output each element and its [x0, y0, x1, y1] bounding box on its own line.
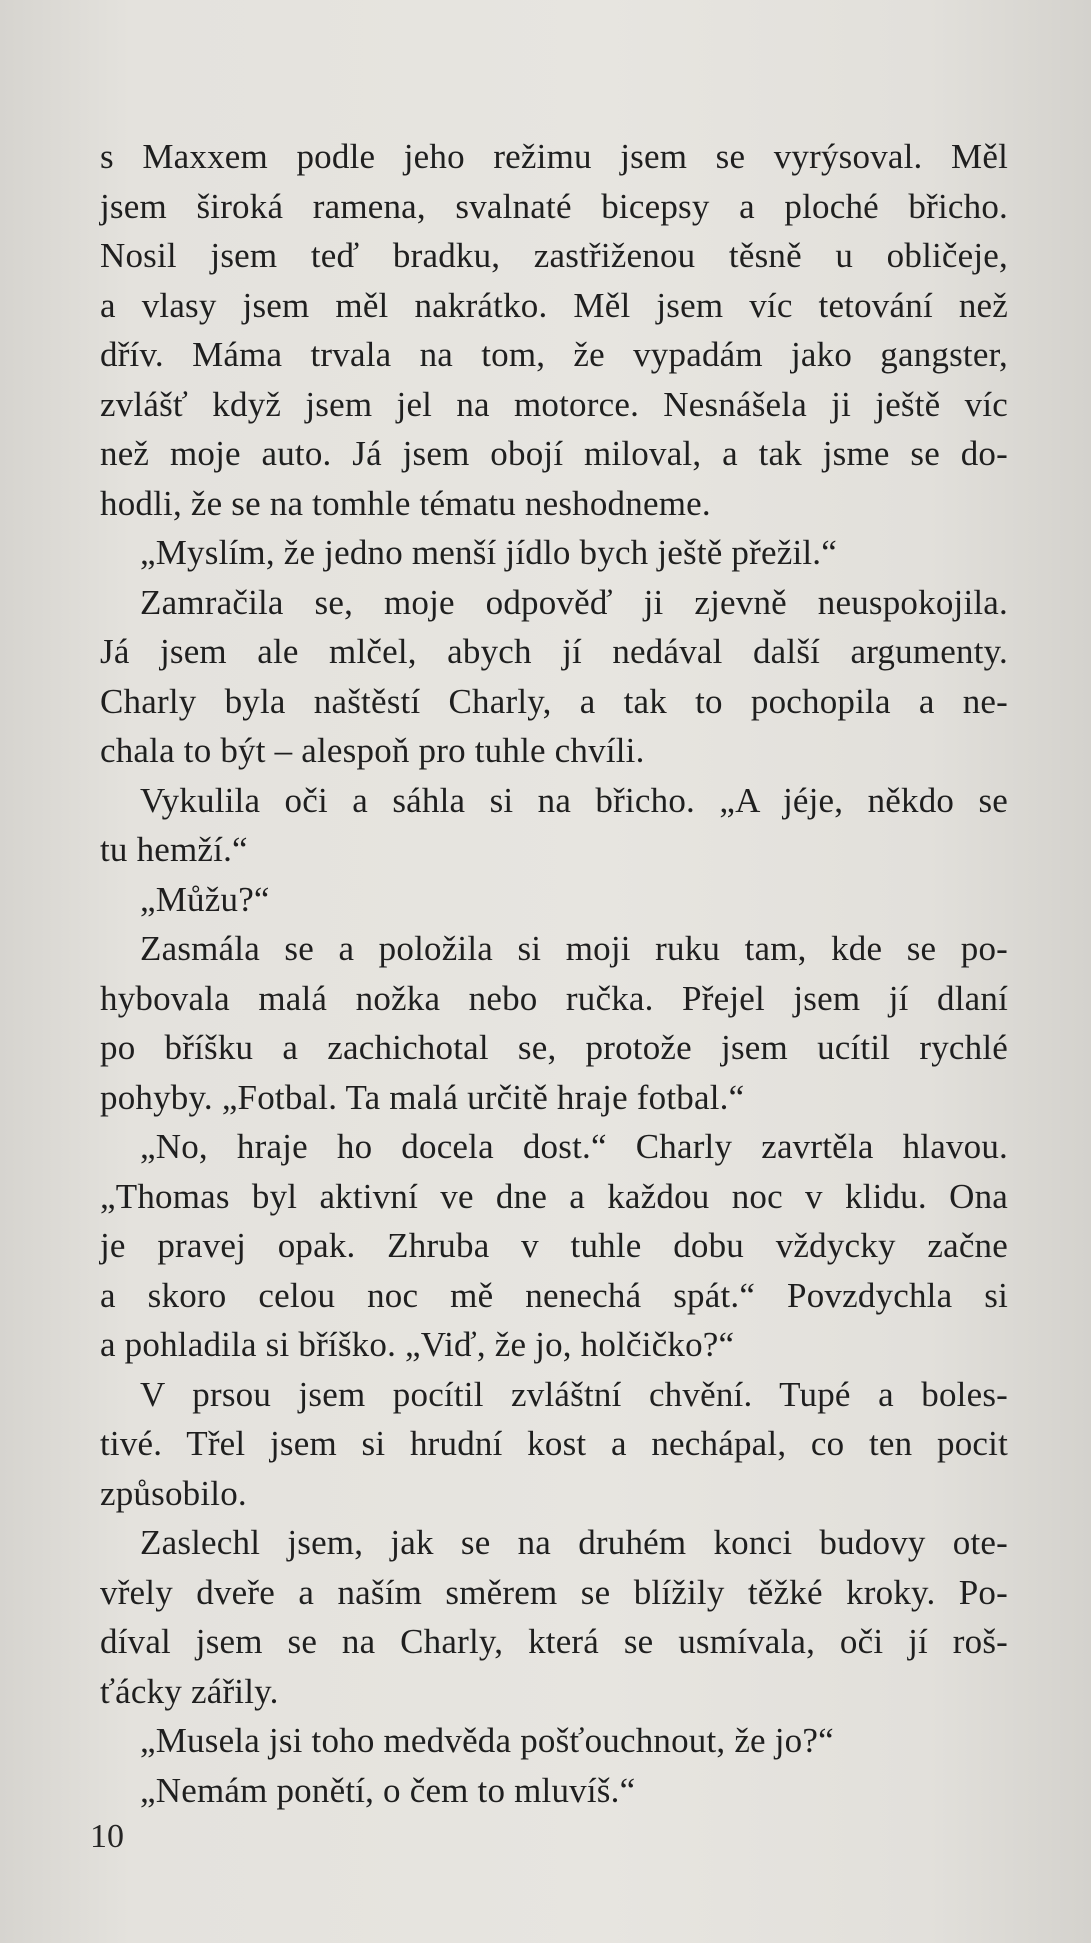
text-line: ťácky zářily.	[100, 1671, 279, 1711]
text-line: jsem široká ramena, svalnaté bicepsy a ploché břicho.	[100, 186, 1008, 226]
text-line: „Nemám ponětí, o čem to mluvíš.“	[140, 1770, 636, 1810]
text-line: Zaslechl jsem, jak se na druhém konci budovy ote-	[140, 1523, 1008, 1562]
text-line: pohyby. „Fotbal. Ta malá určitě hraje fotbal.“	[100, 1077, 745, 1117]
body-text	[100, 132, 1008, 1815]
text-line: Charly byla naštěstí Charly, a tak to pochopila a ne-	[100, 681, 1008, 721]
text-line: hodli, že se na tomhle tématu neshodneme.	[100, 483, 711, 523]
text-line: dřív. Máma trvala na tom, že vypadám jako gangster,	[100, 335, 1008, 374]
text-line: tivé. Třel jsem si hrudní kost a nechápal, co ten pocit	[100, 1424, 1008, 1463]
text-line: s Maxxem podle jeho režimu jsem se vyrýsoval. Měl	[100, 137, 1008, 176]
text-line: V prsou jsem pocítil zvláštní chvění. Tupé a boles-	[140, 1374, 1008, 1414]
text-line: „Musela jsi toho medvěda pošťouchnout, že jo?“	[140, 1721, 834, 1760]
text-line: „Myslím, že jedno menší jídlo bych ještě přežil.“	[140, 533, 837, 572]
text-line: zvlášť když jsem jel na motorce. Nesnášela ji ještě víc	[100, 384, 1008, 424]
text-line: díval jsem se na Charly, která se usmívala, oči jí roš-	[100, 1622, 1008, 1661]
text-line: Nosil jsem teď bradku, zastřiženou těsně u obličeje,	[100, 236, 1008, 275]
text-line: „No, hraje ho docela dost.“ Charly zavrtěla hlavou.	[140, 1127, 1008, 1166]
page-number: 10	[90, 1818, 124, 1855]
text-line: Vykulila oči a sáhla si na břicho. „A jéje, někdo se	[140, 780, 1008, 820]
text-line: tu hemží.“	[100, 830, 248, 869]
text-line: Zasmála se a položila si moji ruku tam, kde se po-	[140, 929, 1008, 968]
text-line: než moje auto. Já jsem obojí miloval, a tak jsme se do-	[100, 434, 1008, 473]
text-line: způsobilo.	[100, 1473, 247, 1513]
text-line: a skoro celou noc mě nenechá spát.“ Povzdychla si	[100, 1275, 1008, 1315]
text-line: a pohladila si bříško. „Viď, že jo, holčičko?“	[100, 1325, 735, 1364]
text-line: vřely dveře a naším směrem se blížily těžké kroky. Po-	[100, 1572, 1008, 1612]
text-line: je pravej opak. Zhruba v tuhle dobu vždycky začne	[100, 1226, 1008, 1265]
text-line: hybovala malá nožka nebo ručka. Přejel jsem jí dlaní	[100, 978, 1008, 1018]
text-line: „Můžu?“	[140, 879, 270, 919]
text-line: Zamračila se, moje odpověď ji zjevně neuspokojila.	[140, 582, 1008, 622]
text-line: a vlasy jsem měl nakrátko. Měl jsem víc tetování než	[100, 285, 1008, 325]
text-line: po bříšku a zachichotal se, protože jsem ucítil rychlé	[100, 1028, 1008, 1067]
text-line: chala to být – alespoň pro tuhle chvíli.	[100, 731, 645, 770]
text-line: Já jsem ale mlčel, abych jí nedával další argumenty.	[100, 632, 1008, 671]
text-line: „Thomas byl aktivní ve dne a každou noc v klidu. Ona	[100, 1176, 1008, 1216]
